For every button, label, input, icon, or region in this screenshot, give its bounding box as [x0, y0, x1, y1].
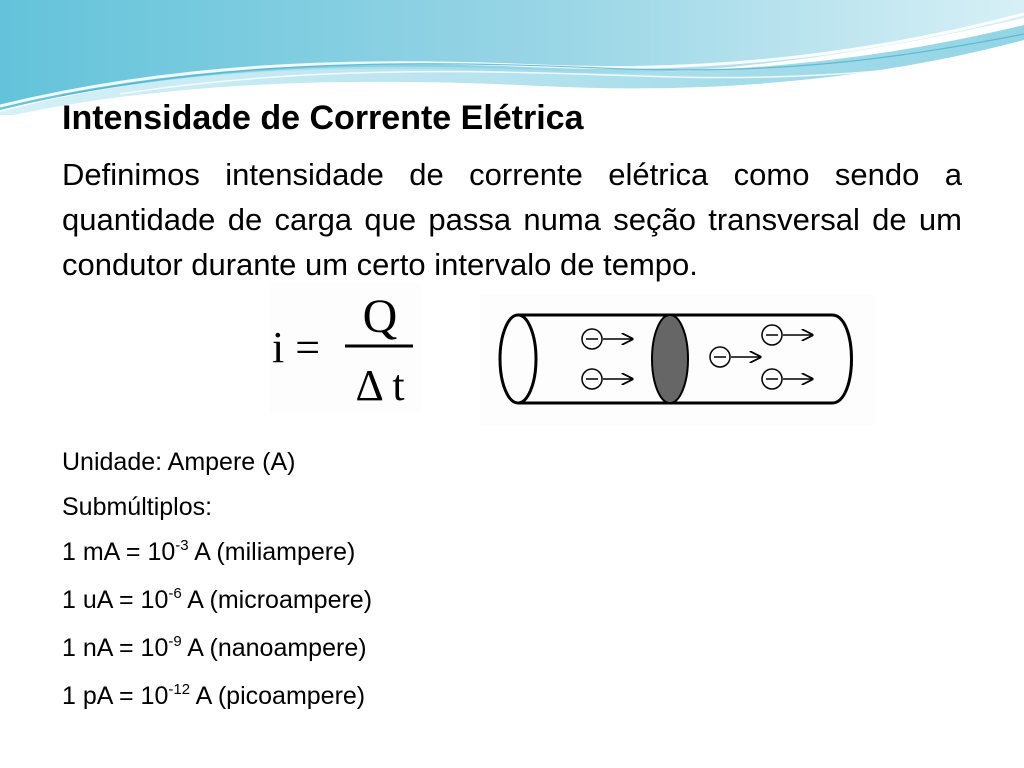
charge-left-2 — [582, 369, 632, 389]
charge-left-1 — [582, 329, 632, 349]
charge-right-1 — [710, 347, 760, 367]
charge-right-2 — [762, 325, 812, 345]
charge-right-3 — [762, 369, 812, 389]
current-formula — [270, 282, 420, 412]
definition-paragraph: Definimos intensidade de corrente elétrica como sendo a quantidade de carga que passa numa seção transversal de um condutor durante um certo intervalo de tempo. — [62, 157, 962, 282]
formula-numerator: Q — [362, 290, 398, 343]
slide-title: Intensidade de Corrente Elétrica — [62, 99, 584, 137]
formula-denominator: Δ t — [355, 361, 405, 410]
submultiple-item: 1 nA = $10^{-9}$ A (nanoampere) — [62, 633, 367, 662]
submultiple-item: 1 mA = $10^{-3}$ A (miliampere) — [62, 537, 356, 566]
submultiples-heading: Submúltiplos: — [62, 493, 213, 521]
cross-section — [652, 315, 688, 403]
formula-lhs: i = — [272, 323, 321, 372]
submultiple-item: 1 pA = $10^{-12}$ A (picoampere) — [62, 681, 366, 710]
unit-list — [62, 440, 372, 722]
unit-line: Unidade: Ampere (A) — [62, 448, 296, 476]
conductor-diagram — [480, 295, 875, 425]
submultiple-item: 1 uA = $10^{-6}$ A (microampere) — [62, 585, 373, 614]
